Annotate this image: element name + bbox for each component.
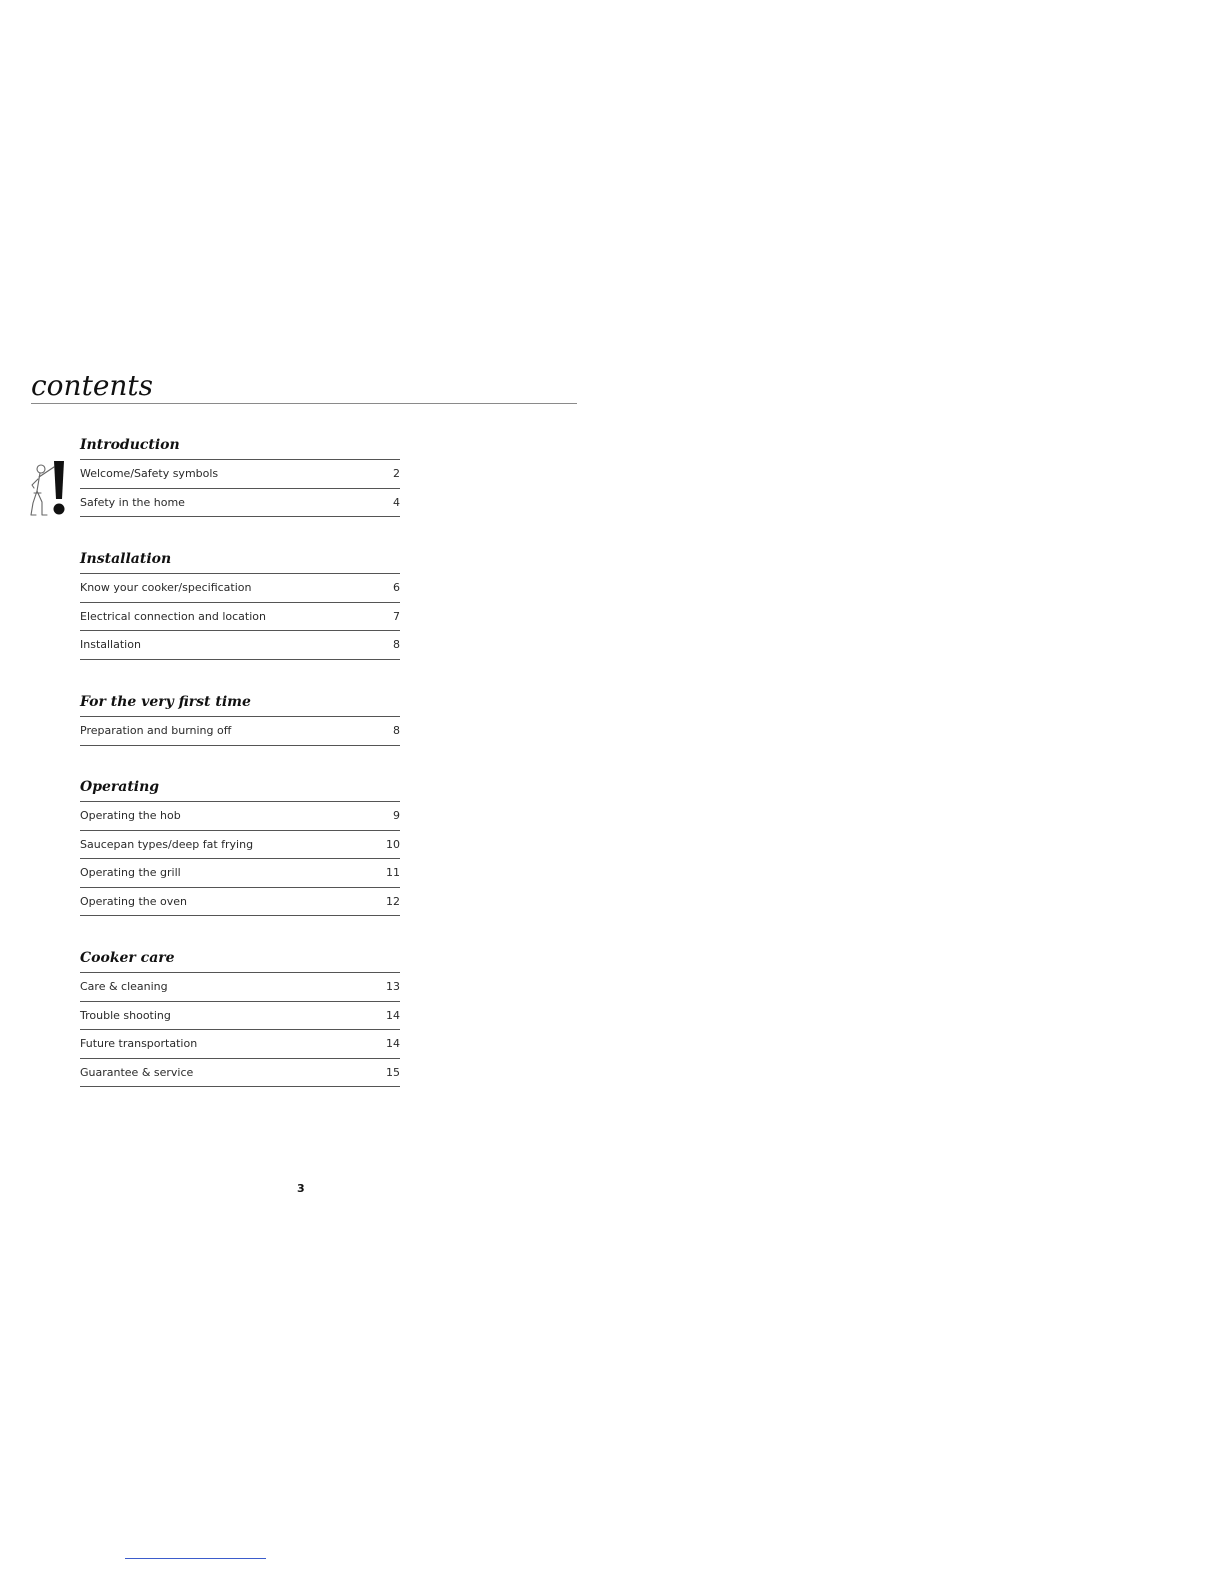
toc-entry[interactable] (80, 1002, 400, 1031)
toc-entry-label: Operating the oven (80, 894, 188, 908)
footer-divider (125, 1558, 266, 1559)
toc-entry[interactable] (80, 603, 400, 632)
toc-entry-label: Care & cleaning (80, 980, 168, 994)
toc-entry-label: Future transportation (80, 1037, 198, 1051)
toc-entry-page: 8 (393, 638, 400, 652)
page-title: contents (31, 369, 154, 402)
section-heading: Operating (80, 778, 400, 802)
toc-entry[interactable] (80, 717, 400, 746)
toc-entry-page: 7 (393, 609, 400, 623)
toc-section-cooker-care (80, 949, 400, 1087)
toc-entry-page: 9 (393, 809, 400, 823)
toc-entry-page: 15 (386, 1065, 400, 1079)
toc-entry-page: 4 (393, 495, 400, 509)
toc-entry-label: Operating the hob (80, 809, 181, 823)
toc-entry-page: 14 (386, 1008, 400, 1022)
toc-entry-page: 6 (393, 581, 400, 595)
toc-entry-label: Operating the grill (80, 866, 181, 880)
toc-entry-label: Guarantee & service (80, 1065, 194, 1079)
safety-warning-icon (28, 457, 72, 519)
section-heading: Cooker care (80, 949, 400, 973)
toc-section-operating (80, 778, 400, 916)
toc-entry[interactable] (80, 831, 400, 860)
toc-entry-page: 2 (393, 467, 400, 481)
toc-entry[interactable] (80, 460, 400, 489)
toc-entry-page: 10 (386, 837, 400, 851)
toc-entry[interactable] (80, 973, 400, 1002)
toc-entry[interactable] (80, 802, 400, 831)
toc-entry-page: 14 (386, 1037, 400, 1051)
toc-entry[interactable] (80, 859, 400, 888)
toc-entry[interactable] (80, 1030, 400, 1059)
section-heading: For the very first time (80, 693, 400, 717)
section-heading: Installation (80, 550, 400, 574)
toc-entry-label: Welcome/Safety symbols (80, 467, 219, 481)
toc-entry[interactable] (80, 1059, 400, 1088)
toc-section-first-time (80, 693, 400, 746)
toc-section-introduction (80, 436, 400, 517)
toc-entry[interactable] (80, 574, 400, 603)
page-number: 3 (297, 1182, 305, 1195)
toc-entry-label: Know your cooker/specification (80, 581, 252, 595)
toc-entry-label: Safety in the home (80, 495, 185, 509)
toc-entry-page: 11 (386, 866, 400, 880)
toc-entry[interactable] (80, 888, 400, 917)
title-divider (31, 403, 577, 404)
toc-entry-label: Trouble shooting (80, 1008, 171, 1022)
toc-entry-label: Preparation and burning off (80, 724, 232, 738)
toc-section-installation (80, 550, 400, 660)
toc-entry-label: Electrical connection and location (80, 609, 266, 623)
toc-entry[interactable] (80, 489, 400, 518)
toc-entry-page: 13 (386, 980, 400, 994)
toc-entry-page: 8 (393, 724, 400, 738)
toc-entry-label: Installation (80, 638, 141, 652)
section-heading: Introduction (80, 436, 400, 460)
toc-entry[interactable] (80, 631, 400, 660)
toc-entry-page: 12 (386, 894, 400, 908)
toc-entry-label: Saucepan types/deep fat frying (80, 837, 254, 851)
